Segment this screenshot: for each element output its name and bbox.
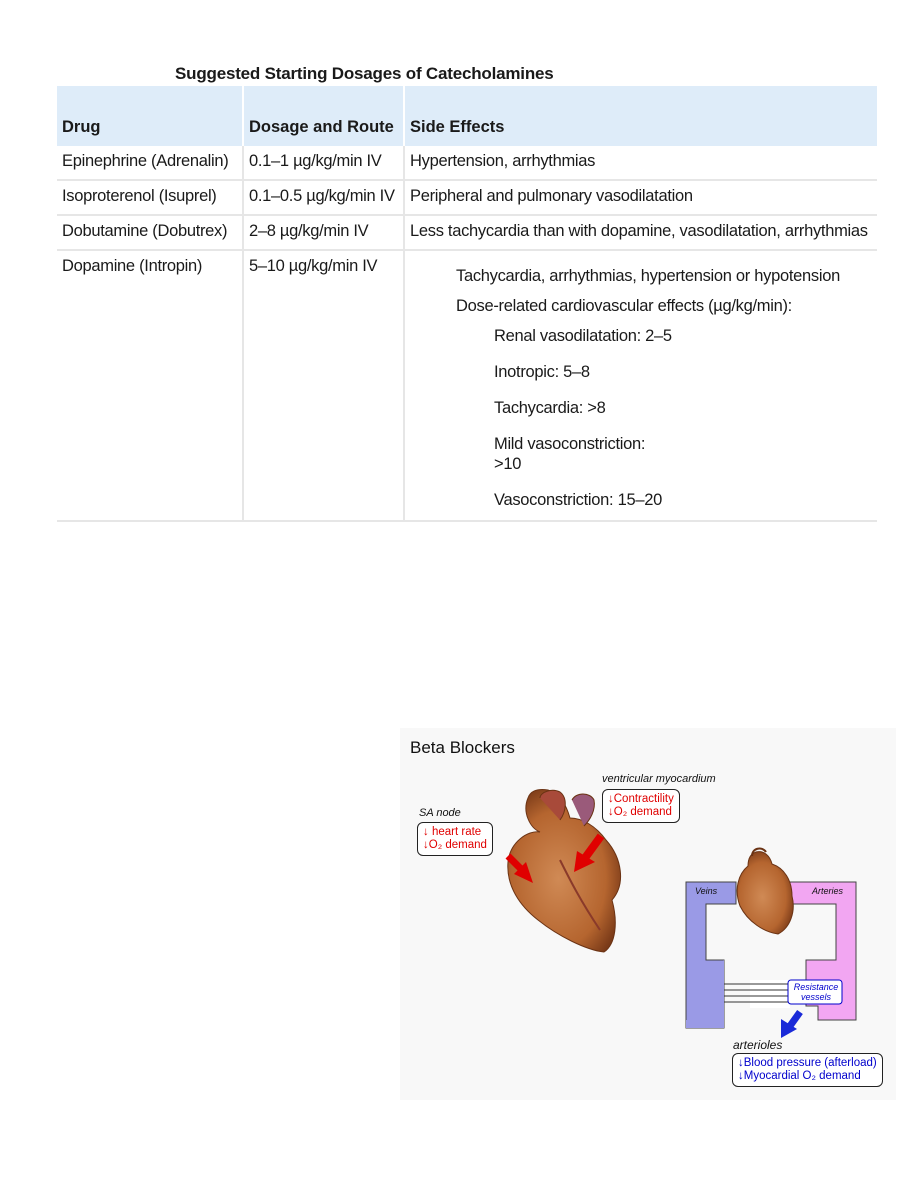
ventricular-label: ventricular myocardium bbox=[602, 773, 716, 785]
sub-effect: Renal vasodilatation: 2–5 bbox=[494, 327, 672, 345]
blue-arrow-icon bbox=[781, 1012, 800, 1038]
header-side-effects: Side Effects bbox=[404, 86, 877, 146]
sub-effect: Mild vasoconstriction: >10 bbox=[494, 435, 646, 473]
sa-node-label: SA node bbox=[419, 807, 461, 819]
down-arrow-icon: ↓ bbox=[738, 1070, 744, 1082]
arterioles-label: arterioles bbox=[733, 1038, 783, 1052]
veins-label: Veins bbox=[695, 886, 718, 896]
arteries-label: Arteries bbox=[812, 886, 844, 896]
down-arrow-icon: ↓ bbox=[738, 1057, 744, 1069]
sa-node-callout: ↓ heart rate ↓O₂ demand bbox=[417, 822, 493, 856]
down-arrow-icon: ↓ bbox=[608, 793, 614, 805]
drug-cell: Dobutamine (Dobutrex) bbox=[57, 215, 243, 250]
dopamine-effects-heading: Dose-related cardiovascular effects (µg/kg/min): bbox=[456, 297, 792, 315]
dopamine-effects: Tachycardia, arrhythmias, hypertension or hypotension bbox=[456, 267, 840, 285]
down-arrow-icon: ↓ bbox=[608, 806, 614, 818]
drug-cell: Isoproterenol (Isuprel) bbox=[57, 180, 243, 215]
header-dosage: Dosage and Route bbox=[243, 86, 404, 146]
table-title: Suggested Starting Dosages of Catecholamines bbox=[175, 64, 554, 83]
down-arrow-icon: ↓ bbox=[423, 839, 429, 851]
sub-effect: Inotropic: 5–8 bbox=[494, 363, 590, 381]
effects-cell: Less tachycardia than with dopamine, vasodilatation, arrhythmias bbox=[404, 215, 877, 250]
effects-cell: Peripheral and pulmonary vasodilatation bbox=[404, 180, 877, 215]
header-drug: Drug bbox=[57, 86, 243, 146]
dose-cell: 0.1–0.5 µg/kg/min IV bbox=[243, 180, 404, 215]
effects-cell: Hypertension, arrhythmias bbox=[404, 146, 877, 180]
dose-cell: 2–8 µg/kg/min IV bbox=[243, 215, 404, 250]
ventricular-callout: ↓Contractility ↓O₂ demand bbox=[602, 789, 680, 823]
figure-title: Beta Blockers bbox=[410, 738, 515, 757]
dose-cell: 0.1–1 µg/kg/min IV bbox=[243, 146, 404, 180]
drug-cell: Epinephrine (Adrenalin) bbox=[57, 146, 243, 180]
resistance-vessels-label: Resistance vessels bbox=[793, 982, 839, 1002]
down-arrow-icon: ↓ bbox=[423, 826, 429, 838]
drug-cell: Dopamine (Intropin) bbox=[57, 250, 243, 521]
sub-effect: Tachycardia: >8 bbox=[494, 399, 606, 417]
dose-cell: 5–10 µg/kg/min IV bbox=[243, 250, 404, 521]
arterioles-callout: ↓Blood pressure (afterload) ↓Myocardial O₂ demand bbox=[732, 1053, 883, 1087]
sub-effect: Vasoconstriction: 15–20 bbox=[494, 491, 662, 509]
